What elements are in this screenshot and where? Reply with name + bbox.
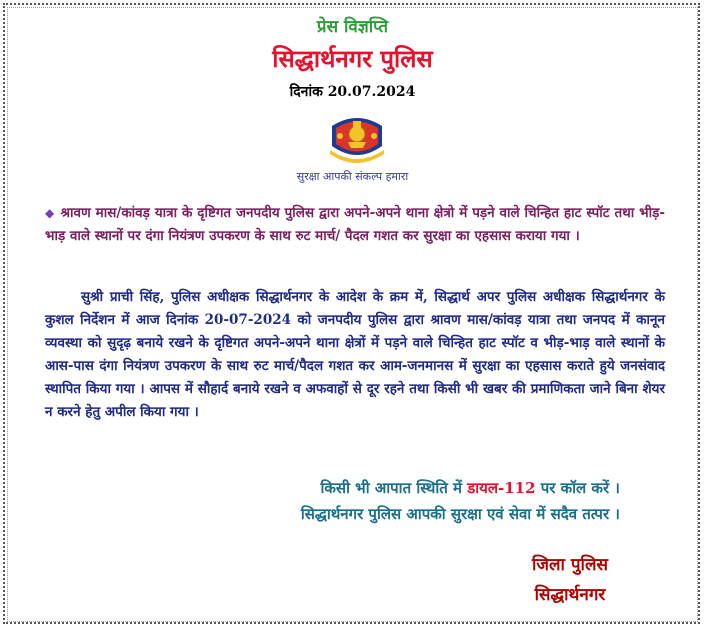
summary-paragraph bbox=[45, 202, 665, 248]
appeal-suffix: पर कॉल करें । bbox=[535, 479, 620, 497]
dial-112-text: डायल-112 bbox=[467, 479, 536, 497]
signature-district-police: जिला पुलिस bbox=[532, 555, 608, 575]
police-motto: सुरक्षा आपकी संकल्प हमारा bbox=[296, 170, 409, 183]
uttar-pradesh-police-emblem-icon bbox=[326, 112, 388, 168]
summary-text: श्रावण मास/कांवड़ यात्रा के दृष्टिगत जनपदीय पुलिस द्वारा अपने-अपने थाना क्षेत्रो में पड़ने वाले चिन्हित हाट स्पॉट तथा भीड़-भाड़ वाले स्थानों पर दंगा नियंत्रण उपकरण के साथ रुट मार्च/ पैदल गशत कर सुरक्षा का एहसास कराया गया । bbox=[45, 205, 665, 244]
signature-district-name: सिद्धार्थनगर bbox=[534, 585, 606, 605]
detail-paragraph: सुश्री प्राची सिंह, पुलिस अधीक्षक सिद्धार्थनगर के आदेश के क्रम में, सिद्धार्थ अपर पुलिस अधीक्षक सिद्धार्थनगर के कुशल निर्देशन में आज दिनांक 20-07-2024 को जनपदीय पुलिस द्वारा श्रावण मास/कांवड़ यात्रा तथा जनपद में कानून व्यवस्था को सुदृढ़ बनाये रखने के दृष्टिगत अपने-अपने थाना क्षेत्रों में पड़ने वाले चिन्हित हाट स्पॉट व भीड़-भाड़ वाले स्थानों के आस-पास दंगा नियंत्रण उपकरण के साथ रुट मार्च/पैदल गशत कर आम-जनमानस में सुरक्षा का एहसास कराते हुये जनसंवाद स्थापित किया गया । आपस में सौहार्द बनाये रखने व अफवाहों से दूर रहने तथा किसी भी खबर की प्रमाणिकता जाने बिना शेयर न करने हेतु अपील किया गया । bbox=[45, 289, 665, 420]
service-slogan-line: सिद्धार्थनगर पुलिस आपकी सुरक्षा एवं सेवा में सदैव तत्पर । bbox=[300, 505, 620, 523]
appeal-prefix: किसी भी आपात स्थिति में bbox=[320, 479, 468, 497]
diamond-bullet-icon: ◆ bbox=[45, 206, 55, 220]
release-date: दिनांक 20.07.2024 bbox=[289, 84, 416, 100]
emergency-appeal-line bbox=[0, 478, 620, 498]
page-title: सिद्धार्थनगर पुलिस bbox=[272, 44, 433, 73]
press-release-label: प्रेस विज्ञप्ति bbox=[316, 17, 389, 37]
